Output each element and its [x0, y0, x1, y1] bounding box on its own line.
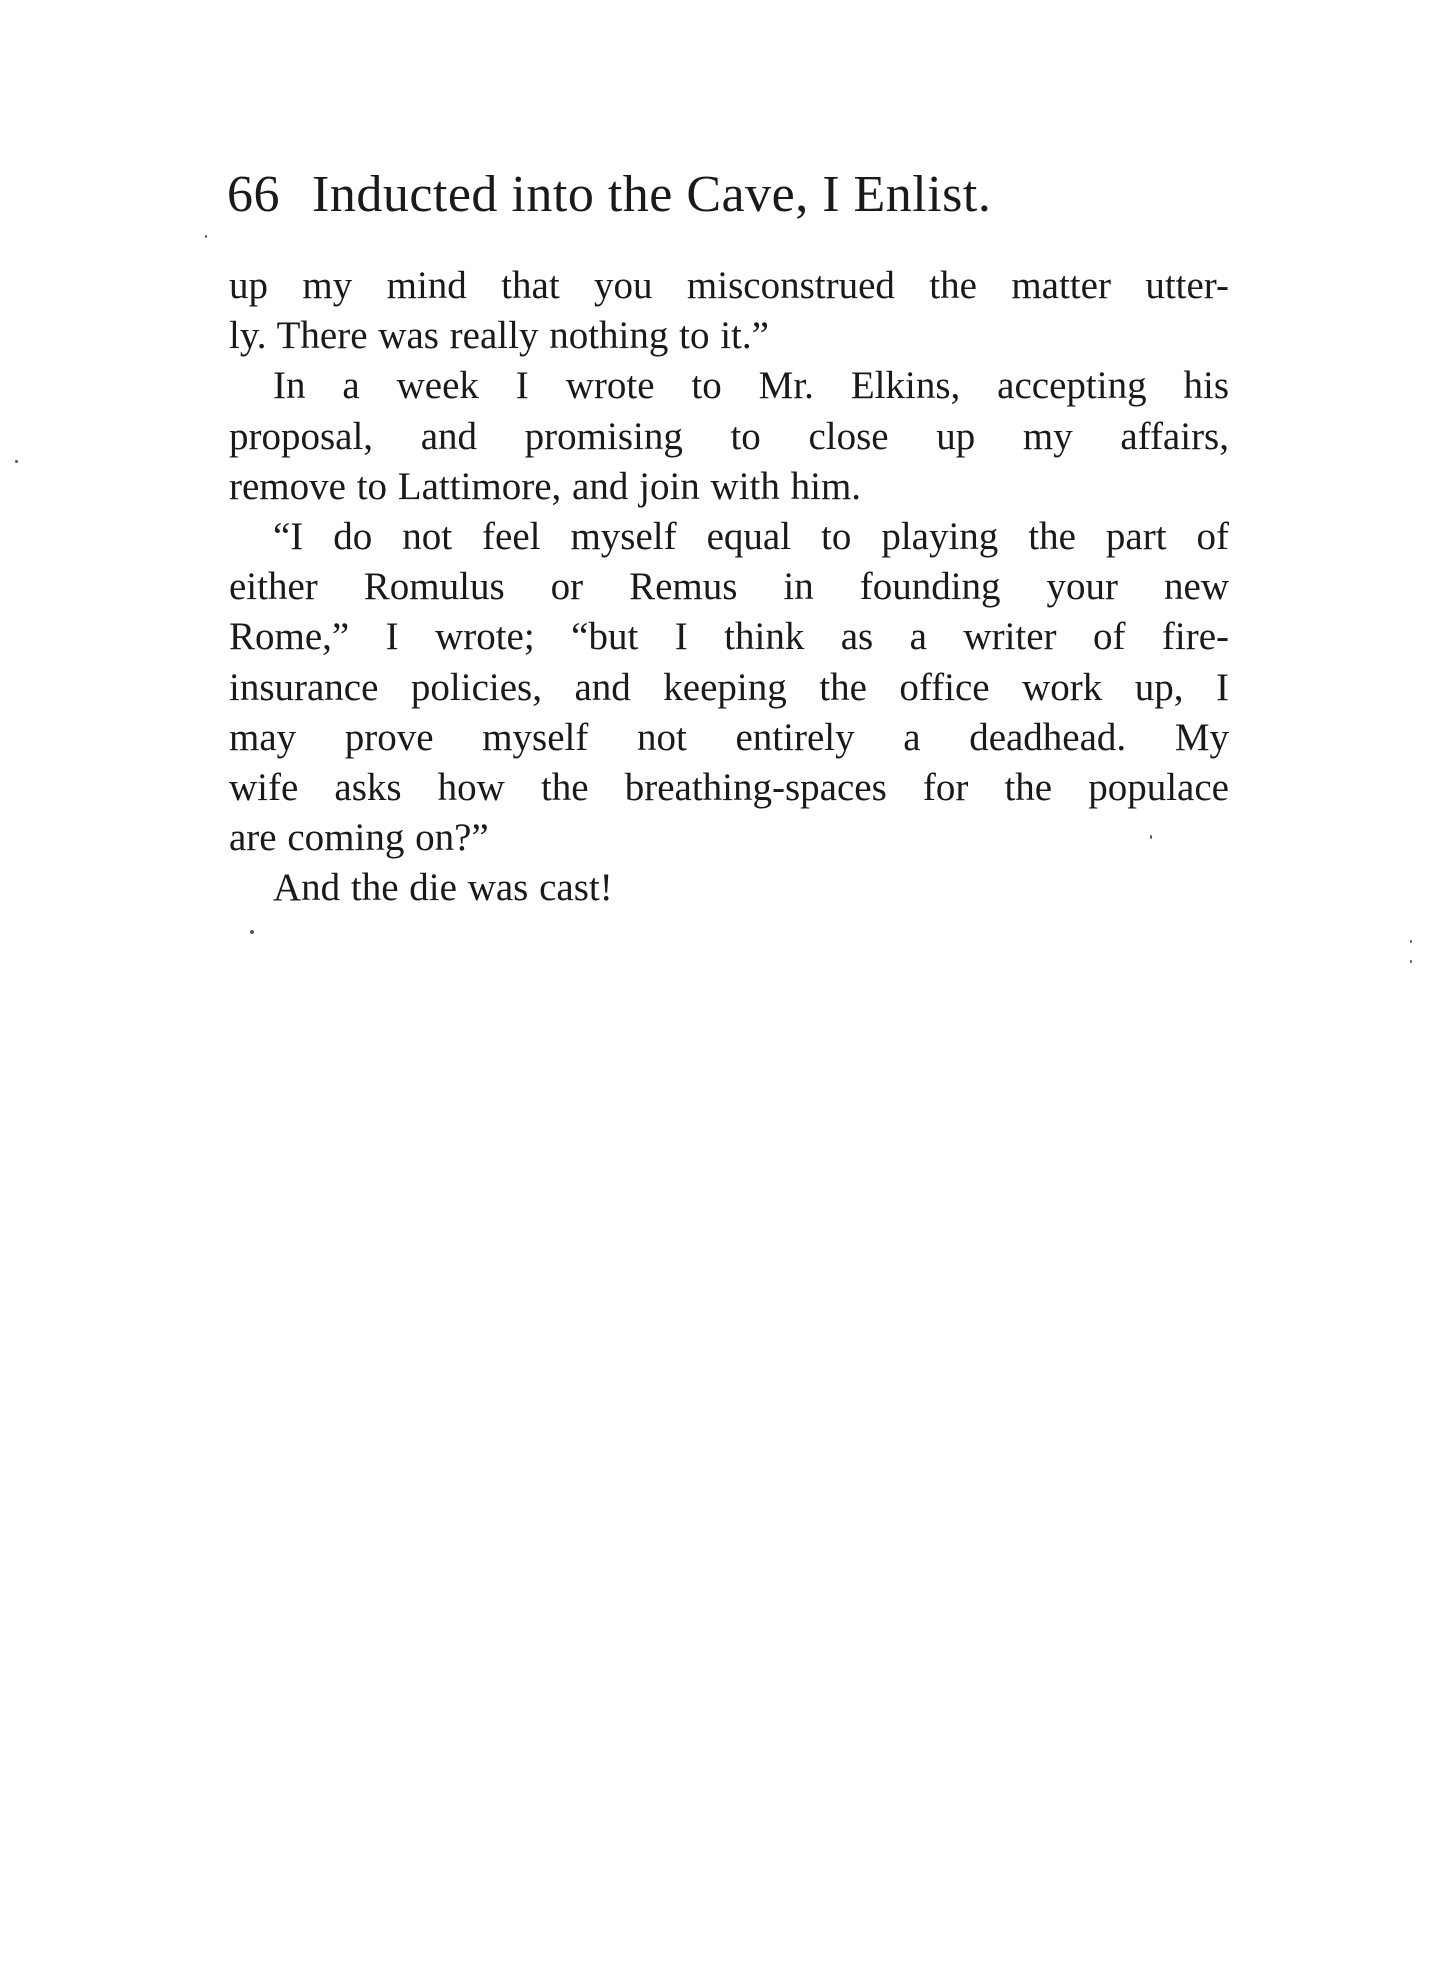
scan-speck — [15, 460, 18, 463]
scan-speck — [1410, 940, 1412, 943]
text-line: proposal, and promising to close up my affairs, — [229, 414, 1229, 458]
scan-speck — [250, 930, 254, 934]
text-line: up my mind that you misconstrued the matter utter- — [229, 264, 1229, 307]
text-line: either Romulus or Remus in founding your new — [229, 565, 1229, 609]
text-line: In a week I wrote to Mr. Elkins, accepting his — [273, 364, 1229, 408]
text-line: wife asks how the breathing-spaces for the populace — [229, 765, 1229, 809]
body-text — [229, 261, 1229, 913]
text-line: are coming on?” — [229, 816, 489, 860]
text-line: Rome,” I wrote; “but I think as a writer of fire- — [229, 615, 1229, 659]
running-title: Inducted into the Cave, I Enlist. — [312, 166, 992, 223]
scan-speck — [1410, 960, 1412, 963]
page-number: 66 — [227, 166, 280, 223]
text-line: And the die was cast! — [273, 866, 613, 910]
text-line: may prove myself not entirely a deadhead. My — [229, 715, 1229, 759]
scan-speck — [1150, 835, 1152, 839]
running-head — [227, 165, 1237, 225]
text-line: ly. There was really nothing to it.” — [229, 314, 769, 358]
text-line: remove to Lattimore, and join with him. — [229, 464, 862, 508]
text-line: insurance policies, and keeping the office work up, I — [229, 665, 1229, 709]
scan-speck — [205, 235, 207, 238]
text-line: “I do not feel myself equal to playing the part of — [273, 514, 1229, 558]
